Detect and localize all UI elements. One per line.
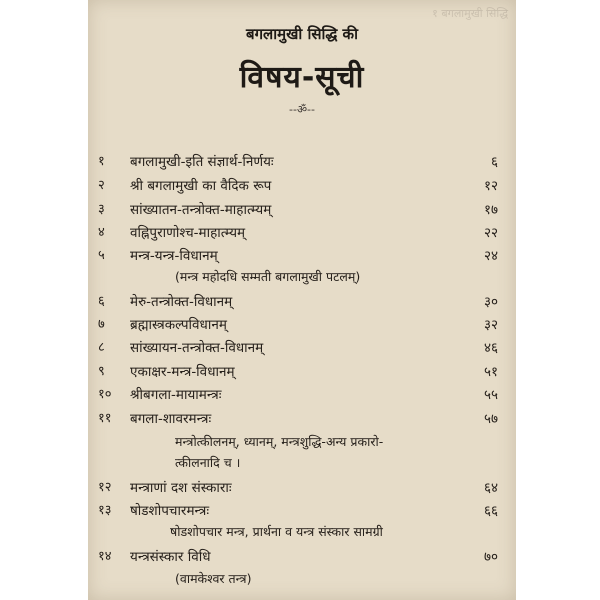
entry-number: ३ [98, 202, 105, 217]
entry-title: एकाक्षर-मन्त्र-विधानम् [130, 364, 235, 380]
entry-page: २२ [483, 225, 498, 241]
entry-number: ५ [98, 248, 105, 263]
entry-number: ८ [98, 340, 105, 355]
entry-page: ४६ [483, 340, 498, 356]
entry-note: (वामकेश्वर तन्त्र) [175, 571, 252, 586]
entry-number: ७ [98, 317, 105, 332]
entry-number: ९ [98, 364, 105, 379]
toc-entry [0, 385, 600, 405]
om-divider: --ॐ-- [289, 103, 315, 116]
toc-entry [0, 152, 600, 172]
page-subtitle: बगलामुखी सिद्धि की [246, 25, 358, 43]
entry-title: मन्त्राणां दश संस्काराः [130, 480, 232, 496]
page-title: विषय-सूची [239, 60, 365, 95]
entry-title: सांख्यायन-तन्त्रोक्त-विधानम् [130, 340, 264, 356]
entry-page: ५१ [483, 364, 498, 380]
entry-number: १२ [98, 480, 112, 495]
entry-note: मन्त्रोत्कीलनम्, ध्यानम्, मन्त्रशुद्धि-अन्य प्रकारो- [175, 434, 384, 449]
toc-entry [0, 246, 600, 266]
toc-entry [0, 292, 600, 312]
toc-entry [0, 362, 600, 382]
entry-title: वह्निपुराणोश्च-माहात्म्यम् [130, 225, 246, 241]
entry-note: षोडशोपचार मन्त्र, प्रार्थना व यन्त्र संस्कार सामग्री [170, 524, 383, 539]
entry-page: ७० [483, 549, 498, 565]
entry-number: १४ [98, 549, 112, 564]
toc-entry [0, 176, 600, 196]
entry-title: बगलामुखी-इति संज्ञार्थ-निर्णयः [130, 154, 274, 170]
entry-number: ४ [98, 225, 105, 240]
entry-page: ६४ [483, 480, 498, 496]
toc-entry [0, 200, 600, 220]
toc-entry [0, 315, 600, 335]
entry-note: (मन्त्र महोदधि सम्मती बगलामुखी पटलम्) [175, 269, 361, 284]
entry-title: बगला-शावरमन्त्रः [130, 411, 212, 427]
entry-page: १२ [483, 178, 498, 194]
entry-title: मन्त्र-यन्त्र-विधानम् [130, 248, 218, 264]
entry-page: ६ [490, 154, 498, 170]
entry-title: सांख्यातन-तन्त्रोक्त-माहात्म्यम् [130, 202, 272, 218]
entry-number: ६ [98, 294, 105, 309]
toc-entry [0, 547, 600, 567]
entry-number: १० [98, 387, 112, 402]
entry-number: ११ [98, 411, 112, 426]
entry-page: ५५ [483, 387, 498, 403]
toc-entry [0, 478, 600, 498]
entry-number: १३ [98, 503, 112, 518]
entry-note: त्कीलनादि च । [175, 455, 241, 470]
entry-page: १७ [483, 202, 498, 218]
entry-page: ३२ [483, 317, 498, 333]
entry-number: १ [98, 154, 105, 169]
entry-title: श्रीबगला-मायामन्त्रः [130, 387, 222, 403]
toc-entry [0, 501, 600, 521]
entry-page: २४ [483, 248, 498, 264]
toc-entry [0, 338, 600, 358]
entry-title: यन्त्रसंस्कार विधि [130, 549, 211, 565]
entry-number: २ [98, 178, 105, 193]
entry-page: ३० [483, 294, 498, 310]
entry-title: षोडशोपचारमन्त्रः [130, 503, 210, 519]
bleed-through-text: १ बगलामुखी सिद्धि [432, 7, 508, 20]
entry-page: ५७ [483, 411, 498, 427]
toc-entry [0, 223, 600, 243]
entry-page: ६६ [483, 503, 498, 519]
entry-title: मेरु-तन्त्रोक्त-विधानम् [130, 294, 233, 310]
entry-title: ब्रह्मास्त्रकल्पविधानम् [130, 317, 227, 333]
entry-title: श्री बगलामुखी का वैदिक रूप [130, 178, 272, 194]
toc-entry [0, 409, 600, 429]
